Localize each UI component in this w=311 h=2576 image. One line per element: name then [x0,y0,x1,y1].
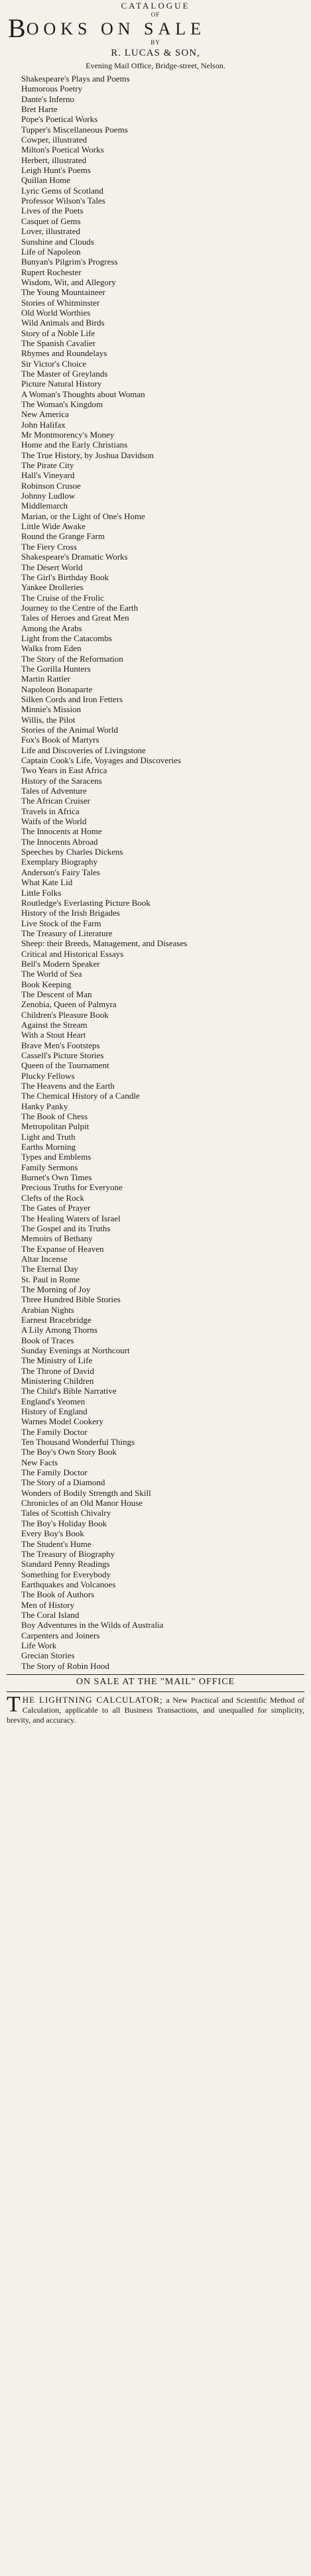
book-title: The Boy's Own Story Book [21,1447,117,1457]
book-title: Casquet of Gems [21,215,81,226]
book-title: Marian, or the Light of One's Home [21,511,145,521]
book-title: Leigh Hunt's Poems [21,165,91,176]
book-title: The Book of Authors [21,1589,95,1600]
book-title: The Eternal Day [21,1264,78,1274]
book-title: Sheep: their Breeds, Management, and Diseases [21,938,188,949]
book-title: The Child's Bible Narrative [21,1386,117,1396]
book-title: Tales of Adventure [21,786,87,796]
book-title: The Pirate City [21,460,74,471]
book-title: Fox's Book of Martyrs [21,735,99,745]
book-title: Milton's Poetical Works [21,145,104,155]
book-title: Lyric Gems of Scotland [21,185,103,196]
advert-body-text: a New Practical and Scientific Method of Calculation, applicable to all Business Transactions, and unequalled for simplicity, brevity, and accuracy. [7,1695,304,1725]
book-title: The African Cruiser [21,796,90,806]
books-title-rest: OOKS ON SALE [26,19,206,38]
book-title: Light from the Catacombs [21,633,112,643]
book-title: Lover, illustrated [21,226,81,237]
book-title: Hanky Panky [21,1101,68,1111]
book-title: Light and Truth [21,1131,76,1142]
book-title: The Girl's Birthday Book [21,572,109,582]
book-title: Willis, the Pilot [21,714,76,725]
book-title: History of England [21,1406,88,1417]
book-title: The Innocents at Home [21,826,102,837]
book-title: The Boy's Holiday Book [21,1518,107,1528]
book-title: The Young Mountaineer [21,287,105,298]
book-title: Men of History [21,1599,75,1610]
book-title: Waifs of the World [21,816,87,827]
book-title: The Book of Chess [21,1111,88,1122]
book-title: Memoirs of Bethany [21,1233,93,1244]
book-title: Exemplary Biography [21,857,98,867]
book-title: Two Years in East Africa [21,765,107,776]
book-title: Round the Grange Farm [21,531,105,542]
book-title: The Student's Hume [21,1538,92,1549]
book-title: Earthquakes and Volcanoes [21,1579,116,1589]
book-title: Chronicles of an Old Manor House [21,1498,143,1508]
book-title: Little Folks [21,887,62,898]
book-title: The Treasury of Biography [21,1548,115,1559]
advert-drop-initial: T [7,1691,21,1717]
book-title: The Heavens and the Earth [21,1081,115,1091]
book-title: A Lily Among Thorns [21,1325,97,1335]
book-title: Herbert, illustrated [21,154,87,165]
book-title: The Treasury of Literature [21,928,113,938]
book-title: Johnny Ludlow [21,491,76,501]
book-title: Speeches by Charles Dickens [21,847,123,857]
book-title: Little Wide Awake [21,521,86,532]
book-title: The Gospel and its Truths [21,1223,111,1233]
book-title: Home and the Early Christians [21,440,128,450]
book-title: Life of Napoleon [21,246,81,257]
book-title: The Cruise of the Frolic [21,592,104,603]
publisher-name: R. LUCAS & SON, [111,48,200,58]
book-title: Every Boy's Book [21,1528,84,1539]
book-title: History of the Saracens [21,775,102,786]
book-title: Carpenters and Joiners [21,1630,100,1640]
book-title: The Master of Greylands [21,368,108,379]
book-title: Book of Traces [21,1335,74,1345]
book-title: Clefts of the Rock [21,1192,84,1203]
book-title: Life and Discoveries of Livingstone [21,745,146,755]
book-title: Critical and Historical Essays [21,948,124,959]
book-title: Book Keeping [21,979,72,989]
book-title: Hall's Vineyard [21,470,75,481]
book-title: Walks from Eden [21,643,82,654]
book-title: Boy Adventures in the Wilds of Australia [21,1620,164,1630]
book-title: The Expanse of Heaven [21,1243,104,1254]
catalogue-heading: CATALOGUE [121,1,190,11]
book-title: Dante's Inferno [21,93,74,104]
book-title: Robinson Crusoe [21,480,81,491]
divider-rule [7,1674,304,1675]
book-title: Routledge's Everlasting Picture Book [21,897,151,908]
book-title: The Ministry of Life [21,1355,93,1366]
book-title: Bunyan's Pilgrim's Progress [21,257,118,267]
book-title: The Fiery Cross [21,541,77,552]
divider-rule [7,1691,304,1692]
book-title: Middlemarch [21,501,68,511]
book-title: Something for Everybody [21,1569,111,1579]
book-title: The Story of Robin Hood [21,1660,109,1671]
book-title: The Spanish Cavalier [21,337,95,348]
book-title: Mr Montmorency's Money [21,430,115,440]
book-title: Story of a Noble Life [21,328,95,338]
book-title: Tales of Heroes and Great Men [21,613,129,623]
book-title: Humorous Poetry [21,84,83,94]
book-title: Martin Rattler [21,674,71,684]
book-title: The Family Doctor [21,1467,88,1478]
book-title: Grecian Stories [21,1650,75,1661]
book-title: The Family Doctor [21,1426,88,1437]
book-title: Altar Incense [21,1253,68,1264]
book-title: Earnest Bracebridge [21,1314,92,1325]
book-title: England's Yeomen [21,1396,86,1406]
book-title: Anderson's Fairy Tales [21,867,100,877]
book-title: Shakespeare's Dramatic Works [21,552,128,562]
book-title: The True History, by Joshua Davidson [21,450,154,460]
book-title: The Desert World [21,562,83,572]
book-title: The Story of the Reformation [21,653,123,664]
book-title: Standard Penny Readings [21,1559,110,1569]
books-initial: B [8,13,27,43]
book-title: Plucky Fellows [21,1070,75,1081]
book-title: Among the Arabs [21,623,82,633]
book-title: Children's Pleasure Book [21,1009,109,1020]
book-title: Captain Cook's Life, Voyages and Discoveries [21,755,181,766]
book-title: Queen of the Tournament [21,1060,109,1071]
on-sale-heading: ON SALE AT THE "MAIL" OFFICE [76,1676,235,1687]
book-title: Cassell's Picture Stories [21,1050,104,1060]
book-title: The Descent of Man [21,989,92,999]
book-title: Burnet's Own Times [21,1172,92,1183]
book-title: Stories of the Animal World [21,725,119,735]
book-title: Lives of the Poets [21,206,84,216]
book-title: Precious Truths for Everyone [21,1182,123,1193]
book-title: What Kate Lid [21,877,73,888]
book-title: The World of Sea [21,969,82,979]
book-title: Sunshine and Clouds [21,236,94,247]
book-title: Against the Stream [21,1019,88,1030]
book-title: Life Work [21,1640,57,1650]
publisher-address: Evening Mail Office, Bridge-street, Nelson. [86,61,225,70]
book-title: St. Paul in Rome [21,1274,80,1284]
book-title: New America [21,409,69,420]
book-title: Sir Victor's Choice [21,358,87,369]
book-title: Three Hundred Bible Stories [21,1294,121,1305]
book-title: Pope's Poetical Works [21,114,98,125]
book-title: Types and Emblems [21,1152,92,1162]
book-title: Silken Cords and Iron Fetters [21,694,123,704]
book-title: Family Sermons [21,1162,78,1172]
book-title: Napoleon Bonaparte [21,684,93,694]
book-title: Travels in Africa [21,806,80,816]
book-title: Brave Men's Footsteps [21,1040,100,1050]
book-title: The Gates of Prayer [21,1203,91,1213]
book-title-list [7,74,304,1671]
book-title: Zenobia, Queen of Palmyra [21,999,117,1010]
book-title: Quillan Home [21,175,71,186]
book-title: Tupper's Miscellaneous Poems [21,124,128,135]
book-title: Professor Wilson's Tales [21,196,105,206]
book-title: The Throne of David [21,1365,94,1376]
lightning-calculator-advert [7,1691,304,1725]
book-title: The Healing Waters of Israel [21,1213,121,1223]
book-title: Minnie's Mission [21,704,82,715]
book-title: Bell's Modern Speaker [21,958,100,969]
book-title: Wild Animals and Birds [21,318,105,328]
book-title: New Facts [21,1457,58,1467]
book-title: The Gorilla Hunters [21,663,91,674]
book-title: Yankee Drolleries [21,582,84,593]
of-line: OF [151,11,160,18]
book-title: Journey to the Centre of the Earth [21,602,139,613]
book-title: The Coral Island [21,1609,80,1620]
book-title: The Woman's Kingdom [21,399,103,409]
book-title: Old World Worthies [21,307,91,318]
book-title: Rhymes and Roundelays [21,348,107,359]
book-title: Cowper, illustrated [21,135,88,145]
book-title: Metropolitan Pulpit [21,1121,90,1132]
book-title: Wonders of Bodily Strength and Skill [21,1487,151,1498]
book-title: A Woman's Thoughts about Woman [21,389,145,399]
book-title: Earths Morning [21,1142,76,1152]
book-title: Tales of Scottish Chivalry [21,1508,111,1518]
book-title: With a Stout Heart [21,1030,86,1040]
book-title: Ministering Children [21,1376,94,1386]
book-title: Warnes Model Cookery [21,1416,103,1427]
book-title: Live Stock of the Farm [21,918,101,928]
book-title: Ten Thousand Wonderful Things [21,1437,135,1447]
book-title: Shakespeare's Plays and Poems [21,74,130,84]
book-title: The Story of a Diamond [21,1477,105,1488]
book-title: John Halifax [21,419,66,430]
book-title: Wisdom, Wit, and Allegory [21,276,116,287]
book-title: Rupert Rochester [21,267,82,277]
book-title: The Chemical History of a Candle [21,1091,140,1101]
book-title: The Innocents Abroad [21,836,98,847]
book-title: The Morning of Joy [21,1284,91,1294]
book-title: Arabian Nights [21,1304,74,1315]
book-title: Stories of Whitminster [21,297,100,308]
book-title: History of the Irish Brigades [21,908,120,918]
book-title: Bret Harte [21,104,58,115]
by-line: BY [151,39,160,46]
book-title: Sunday Evenings at Northcourt [21,1345,130,1355]
advert-caps-title: HE LIGHTNING CALCULATOR; [22,1694,163,1705]
book-title: Picture Natural History [21,379,102,389]
